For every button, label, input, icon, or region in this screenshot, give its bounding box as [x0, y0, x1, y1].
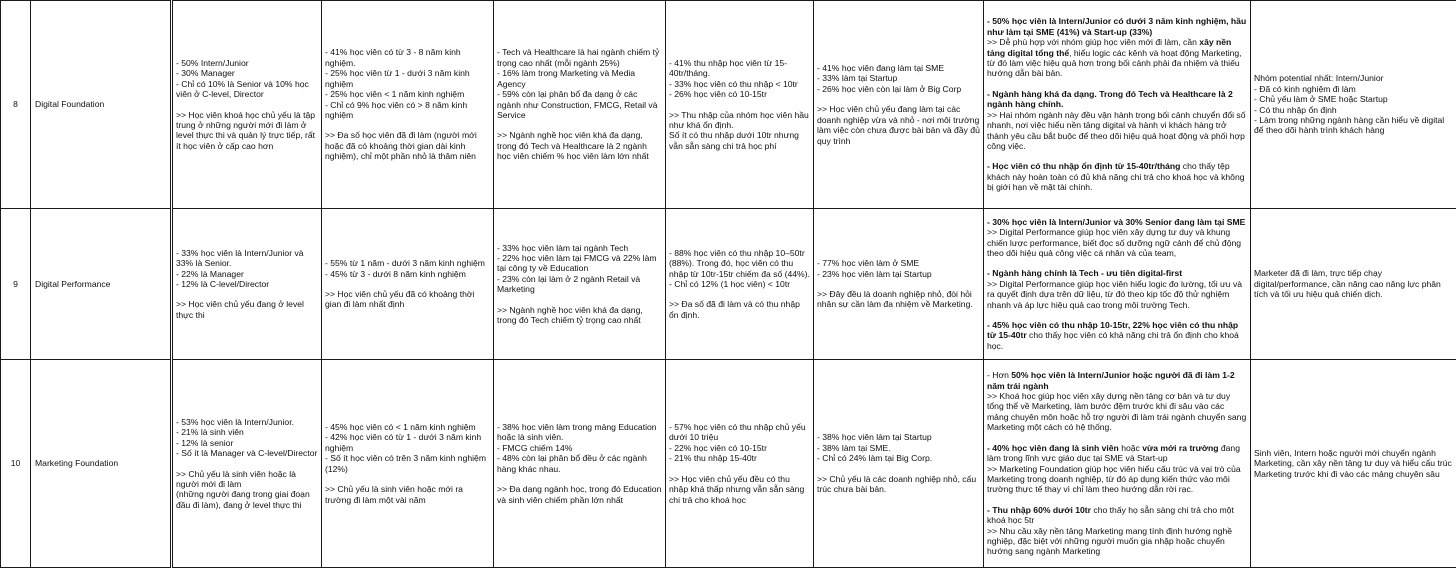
level-cell: [172, 1, 322, 209]
income-cell: [666, 1, 814, 209]
insight-heading: - 40% học viên đang là sinh viên: [987, 443, 1119, 453]
cell-line: >> Chủ yếu là sinh viên hoặc là người mới đi làm: [176, 469, 318, 490]
cell-line: Nhóm potential nhất: Intern/Junior: [1254, 73, 1453, 83]
cell-line: - Có thu nhập ổn định: [1254, 105, 1453, 115]
company-cell: [814, 209, 984, 360]
insight-text: cho thấy họ sẵn sàng chi trả cho một khoá học 5tr: [987, 505, 1236, 525]
cell-line: - FMCG chiếm 14%: [497, 443, 662, 453]
potential-cell: [1251, 360, 1456, 568]
insight-cell: [984, 360, 1251, 568]
insight-text: đang làm trong lĩnh vực giáo dục tại SME và Start-up: [987, 443, 1242, 463]
cell-line: - 42% học viên có từ 1 - dưới 3 năm kinh nghiệm: [325, 432, 490, 453]
insight-heading: - Học viên có thu nhập ổn định từ 15-40tr/tháng: [987, 161, 1180, 171]
cell-line: - Chỉ có 9% học viên có > 8 năm kinh nghiệm: [325, 100, 490, 121]
insight-heading: 50% học viên là Intern/Junior hoặc người đã đi làm 1-2 năm trái ngành: [987, 370, 1237, 390]
table-row: [1, 360, 1456, 568]
company-cell: [814, 360, 984, 568]
cell-line: - Đã có kinh nghiệm đi làm: [1254, 84, 1453, 94]
cell-line: - 41% thu nhập học viên từ 15-40tr/tháng.: [669, 58, 810, 79]
cell-line: - 77% học viên làm ở SME: [817, 258, 980, 268]
cell-line: >> Đa số đã đi làm và có thu nhập ổn định.: [669, 299, 810, 320]
insight-text: cho thấy học viên có khả năng chi trả ổn định cho khoá học.: [987, 330, 1241, 350]
cell-line: >> Chủ yếu là sinh viên hoặc mới ra trường đi làm một vài năm: [325, 484, 490, 505]
insight-text: hoặc: [1119, 443, 1142, 453]
cell-line: - 57% học viên có thu nhập chủ yếu dưới 10 triệu: [669, 422, 810, 443]
cell-line: - 88% học viên có thu nhập 10–50tr (88%). Trong đó, học viên có thu nhập từ 10tr-15tr chiếm đa số (44%).: [669, 248, 810, 279]
cell-line: >> Học viên chủ yếu đã có khoảng thời gian đi làm nhất định: [325, 289, 490, 310]
cell-line: >> Ngành nghề học viên khá đa dạng, trong đó Tech chiếm tỷ trọng cao nhất: [497, 305, 662, 326]
cell-line: - Chỉ có 12% (1 học viên) < 10tr: [669, 279, 810, 289]
insight-text: >> Digital Performance giúp học viên hiểu logic đo lường, tối ưu và ra quyết định dựa trên dữ liệu, từ đó theo kịp tốc độ thử nghiệm nhanh và áp lực hiệu quả cao trong môi trường Tech.: [987, 279, 1247, 310]
cell-line: - 33% học viên có thu nhập < 10tr: [669, 79, 810, 89]
insight-text: >> Hai nhóm ngành này đều vận hành trong bối cảnh chuyển đổi số nhanh, nơi việc hiểu nền tảng digital và hành vi khách hàng trở thành yêu cầu bắt buộc để theo dõi hiệu quả hoạt động và phối hợp công việc.: [987, 110, 1247, 152]
insight-text: - Hơn: [987, 370, 1011, 380]
cell-line: - 41% học viên có từ 3 - 8 năm kinh nghiệm.: [325, 47, 490, 68]
cell-line: - 59% còn lại phân bổ đa dạng ở các ngành như Construction, FMCG, Retail và Service: [497, 89, 662, 120]
cell-line: - 21% là sinh viên: [176, 427, 318, 437]
insight-text: >> Dễ phù hợp với nhóm giúp học viên mới đi làm, cần: [987, 37, 1199, 47]
insight-text: >> Nhu cầu xây nền tảng Marketing mang tính định hướng nghề nghiệp, đặc biệt với những người muốn gia nhập hoặc chuyển hướng sang ngành Marketing: [987, 526, 1247, 557]
cell-line: - 33% làm tại Startup: [817, 73, 980, 83]
industry-cell: [494, 360, 666, 568]
cell-line: >> Đa số học viên đã đi làm (người mới hoặc đã có khoảng thời gian dài kinh nghiệm), chỉ một phần nhỏ là thâm niên: [325, 130, 490, 161]
cell-line: - Tech và Healthcare là hai ngành chiếm tỷ trọng cao nhất (mỗi ngành 25%): [497, 47, 662, 68]
insight-heading: - 45% học viên có thu nhập 10-15tr, 22% học viên có thu nhập từ 15-40tr: [987, 320, 1241, 340]
cell-line: - 48% còn lại phân bổ đều ở các ngành hàng khác nhau.: [497, 453, 662, 474]
insight-text: >> Khoá học giúp học viên xây dựng nền tảng cơ bản và tư duy tổng thể về Marketing, làm bước đệm trước khi đi sâu vào các mảng chuyên môn hoặc hỗ trợ người đi làm trái ngành chuyển sang Marketing một cách có hệ thống.: [987, 391, 1247, 433]
cell-line: >> Học viên chủ yếu đang làm tại các doanh nghiệp vừa và nhỏ - nơi môi trường làm việc còn chưa được bài bản và đầy đủ quy trình: [817, 104, 980, 146]
insight-heading: - 50% học viên là Intern/Junior có dưới 3 năm kinh nghiệm, hầu như làm tại SME (41%) và Start-up (33%): [987, 16, 1249, 36]
cell-line: - 22% là Manager: [176, 269, 318, 279]
cell-line: - Số ít học viên có trên 3 năm kinh nghiệm (12%): [325, 453, 490, 474]
cell-line: - 26% học viên có 10-15tr: [669, 89, 810, 99]
cell-line: >> Đa dạng ngành học, trong đó Education và sinh viên chiếm phần lớn nhất: [497, 484, 662, 505]
cell-line: - 30% Manager: [176, 68, 318, 78]
cell-line: Sinh viên, Intern hoặc người mới chuyển ngành Marketing, cần xây nền tảng tư duy và hiểu cấu trúc Marketing trước khi đi vào các mảng chuyên sâu: [1254, 448, 1453, 479]
cell-line: - 53% học viên là Intern/Junior.: [176, 417, 318, 427]
cell-line: - 23% học viên làm tại Startup: [817, 269, 980, 279]
cell-line: - 25% học viên từ 1 - dưới 3 năm kinh nghiệm: [325, 68, 490, 89]
cell-line: - Chỉ có 24% làm tại Big Corp.: [817, 453, 980, 463]
cell-line: >> Thu nhập của nhóm học viên hầu như khá ổn định.: [669, 110, 810, 131]
row-number: 9: [1, 209, 31, 360]
industry-cell: [494, 209, 666, 360]
cell-line: - 45% học viên có < 1 năm kinh nghiệm: [325, 422, 490, 432]
cell-line: - 21% thu nhập 15-40tr: [669, 453, 810, 463]
table-row: [1, 1, 1456, 209]
cell-line: >> Ngành nghề học viên khá đa dạng, trong đó Tech và Healthcare là 2 ngành học viên chiếm % học viên làm lớn nhất: [497, 130, 662, 161]
cell-line: - 55% từ 1 năm - dưới 3 năm kinh nghiệm: [325, 258, 490, 268]
insight-cell: [984, 1, 1251, 209]
cell-line: >> Chủ yếu là các doanh nghiệp nhỏ, cấu trúc chưa bài bản.: [817, 474, 980, 495]
cell-line: >> Học viên khoá học chủ yếu là tập trung ở những người mới đi làm ở level thực thi và quản lý trực tiếp, rất ít học viên ở cấp cao hơn: [176, 110, 318, 152]
level-cell: [172, 360, 322, 568]
cell-line: Marketer đã đi làm, trực tiếp chạy digital/performance, cần nâng cao năng lực phân tích và tối ưu hiệu quả chiến dịch.: [1254, 268, 1453, 299]
table-row: [1, 209, 1456, 360]
insight-heading: - Ngành hàng chính là Tech - ưu tiên digital-first: [987, 268, 1182, 278]
cell-line: - Làm trong những ngành hàng cần hiểu về digital để theo dõi hành trình khách hàng: [1254, 115, 1453, 136]
cell-line: >> Đây đều là doanh nghiệp nhỏ, đòi hỏi nhân sự cần làm đa nhiệm về Marketing.: [817, 289, 980, 310]
cell-line: - 12% là C-level/Director: [176, 279, 318, 289]
insight-text: cho thấy tệp khách này hoàn toàn có đủ khả năng chi trả cho khoá học và không bị giới hạn về mặt tài chính.: [987, 161, 1247, 192]
cell-line: - 26% học viên còn lại làm ở Big Corp: [817, 84, 980, 94]
insight-heading: - Ngành hàng khá đa dạng. Trong đó Tech và Healthcare là 2 ngành hàng chính.: [987, 89, 1235, 109]
cell-line: - 33% học viên làm tại ngành Tech: [497, 243, 662, 253]
course-name: Digital Foundation: [31, 1, 172, 209]
cell-line: Số ít có thu nhập dưới 10tr nhưng vẫn sẵn sàng chi trả học phí: [669, 130, 810, 151]
cell-line: - Chỉ có 10% là Senior và 10% học viên ở C-level, Director: [176, 79, 318, 100]
cell-line: - 41% học viên đang làm tại SME: [817, 63, 980, 73]
income-cell: [666, 360, 814, 568]
experience-cell: [322, 1, 494, 209]
income-cell: [666, 209, 814, 360]
level-cell: [172, 209, 322, 360]
cell-line: (những người đang trong giai đoạn đầu đi làm), đang ở level thực thi: [176, 489, 318, 510]
experience-cell: [322, 209, 494, 360]
cell-line: - 16% làm trong Marketing và Media Agency: [497, 68, 662, 89]
potential-cell: [1251, 1, 1456, 209]
row-number: 8: [1, 1, 31, 209]
company-cell: [814, 1, 984, 209]
insight-cell: [984, 209, 1251, 360]
insight-text: , hiểu logic các kênh và hoạt động Marketing, từ đó làm việc hiệu quả hơn trong bối cảnh phải đa nhiệm và thiếu hướng dẫn bài bản.: [987, 48, 1244, 79]
cell-line: - 23% còn lại làm ở 2 ngành Retail và Marketing: [497, 274, 662, 295]
cell-line: - 33% học viên là Intern/Junior và 33% là Senior.: [176, 248, 318, 269]
cell-line: - 38% học viên làm tại Startup: [817, 432, 980, 442]
course-name: Digital Performance: [31, 209, 172, 360]
cell-line: - 38% làm tại SME.: [817, 443, 980, 453]
insight-highlight: xây nền tảng digital tổng thể: [987, 37, 1234, 57]
insight-heading: - Thu nhập 60% dưới 10tr: [987, 505, 1091, 515]
insight-text: >> Digital Performance giúp học viên xây dựng tư duy và khung chiến lược performance, biết đọc số dưỡng ngữ cảnh để chủ động theo dõi hiệu quả công việc cá nhân và của team,: [987, 227, 1247, 258]
cell-line: >> Học viên chủ yếu đều có thu nhập khá thấp nhưng vẫn sẵn sàng chi trả cho khoá học: [669, 474, 810, 505]
insight-text: >> Marketing Foundation giúp học viên hiểu cấu trúc và vai trò của Marketing trong doanh nghiệp, từ đó áp dụng kiến thức vào môi trường thực tế thay vì chỉ làm theo hướng dẫn rời rạc.: [987, 464, 1247, 495]
cell-line: >> Học viên chủ yếu đang ở level thực thi: [176, 299, 318, 320]
cell-line: - 38% học viên làm trong mảng Education hoặc là sinh viên.: [497, 422, 662, 443]
cell-line: - 45% từ 3 - dưới 8 năm kinh nghiệm: [325, 269, 490, 279]
cell-line: - 50% Intern/Junior: [176, 58, 318, 68]
cell-line: - 22% học viên làm tại FMCG và 22% làm tại công ty về Education: [497, 253, 662, 274]
insight-heading: - 30% học viên là Intern/Junior và 30% Senior đang làm tại SME: [987, 217, 1245, 227]
cell-line: - 22% học viên có 10-15tr: [669, 443, 810, 453]
row-number: 10: [1, 360, 31, 568]
industry-cell: [494, 1, 666, 209]
cell-line: - Số ít là Manager và C-level/Director: [176, 448, 318, 458]
potential-cell: [1251, 209, 1456, 360]
experience-cell: [322, 360, 494, 568]
insight-highlight: vừa mới ra trường: [1142, 443, 1218, 453]
course-name: Marketing Foundation: [31, 360, 172, 568]
cell-line: - Chủ yếu làm ở SME hoặc Startup: [1254, 94, 1453, 104]
cell-line: - 25% học viên < 1 năm kinh nghiệm: [325, 89, 490, 99]
cell-line: - 12% là senior: [176, 438, 318, 448]
